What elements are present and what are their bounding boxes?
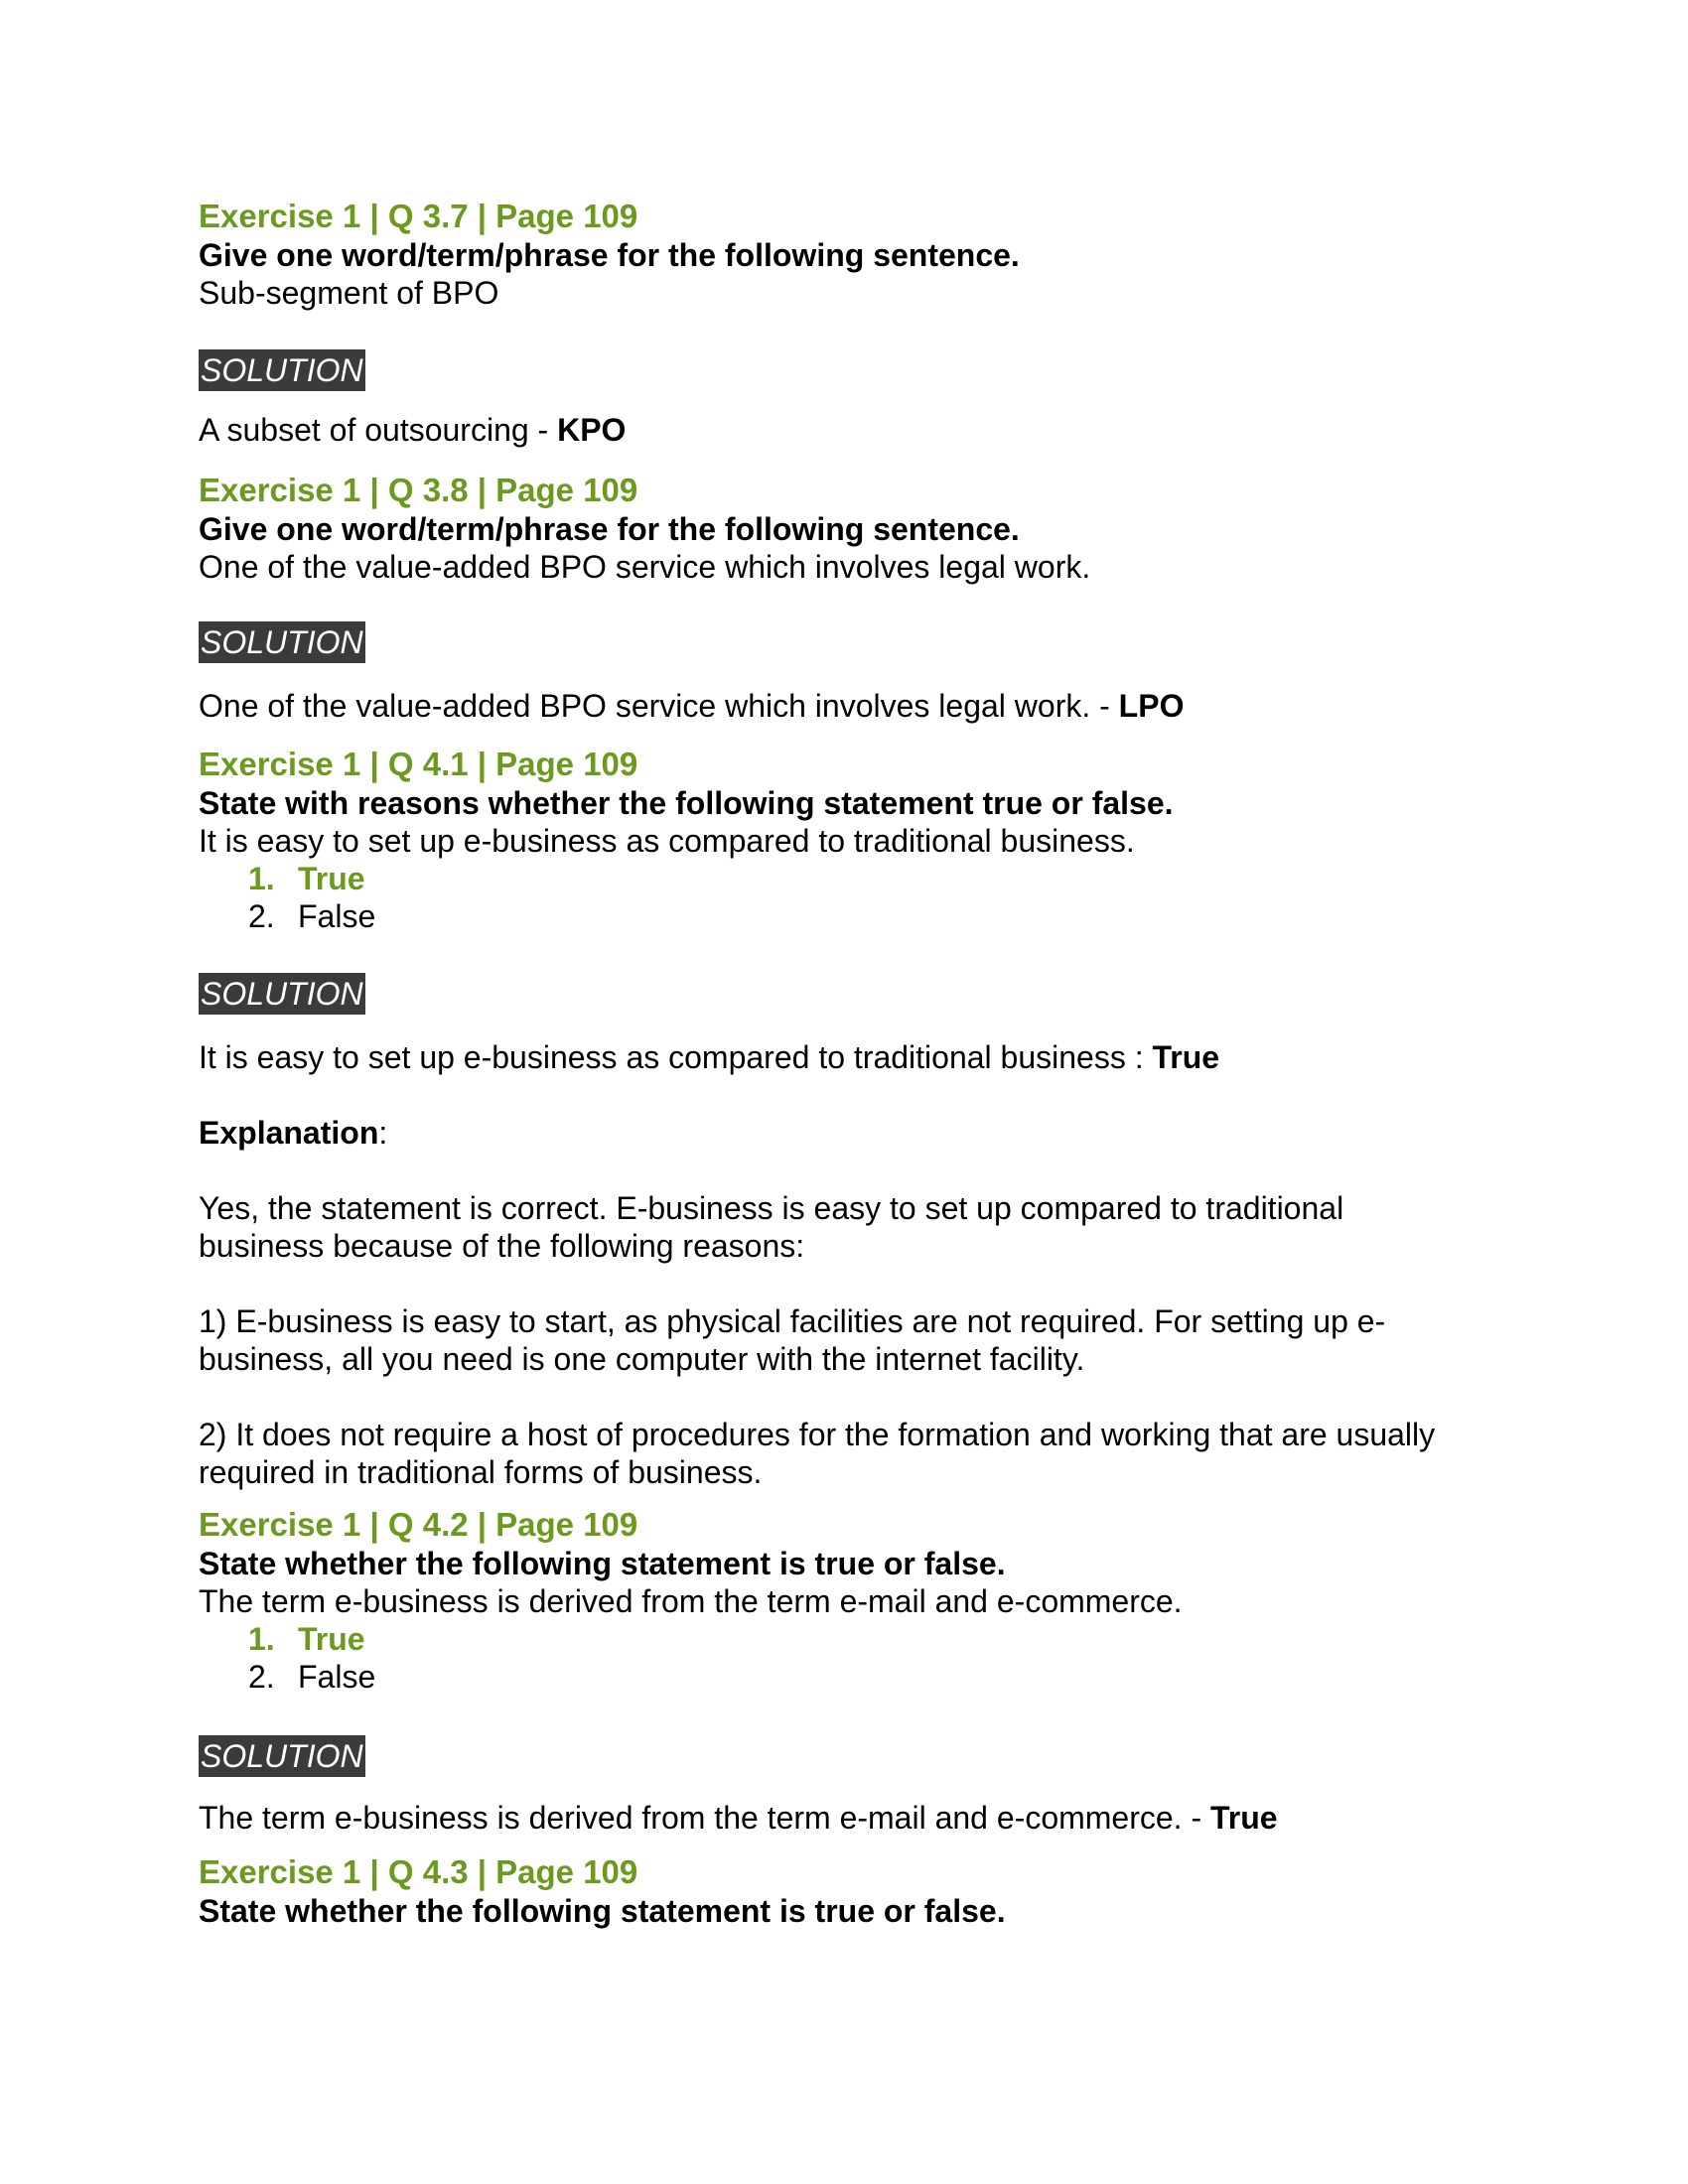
- answer-text: One of the value-added BPO service which involves legal work. -: [199, 688, 1119, 724]
- answer-bold: KPO: [557, 412, 627, 448]
- solution-4-1: [199, 973, 1509, 1015]
- answer-line: [199, 1799, 1509, 1837]
- solution-badge: SOLUTION: [199, 621, 365, 663]
- question-4-2: [199, 1505, 1509, 1696]
- exercise-heading: Exercise 1 | Q 4.2 | Page 109: [199, 1506, 638, 1543]
- answer-line: [199, 687, 1509, 725]
- solution-badge: SOLUTION: [199, 1735, 365, 1777]
- exercise-heading: Exercise 1 | Q 3.7 | Page 109: [199, 198, 638, 234]
- options-list: [199, 1620, 1509, 1696]
- option-false: 2. False: [248, 1659, 376, 1695]
- question-text: It is easy to set up e-business as compared to traditional business.: [199, 823, 1135, 859]
- explanation-reason-2: 2) It does not require a host of procedures for the formation and working that are usually required in traditional forms of business.: [199, 1417, 1436, 1490]
- exercise-heading: Exercise 1 | Q 4.3 | Page 109: [199, 1853, 638, 1890]
- explanation-label: Explanation: [199, 1115, 379, 1151]
- question-text: The term e-business is derived from the term e-mail and e-commerce.: [199, 1583, 1183, 1619]
- exercise-heading: Exercise 1 | Q 4.1 | Page 109: [199, 746, 638, 782]
- question-text: Sub-segment of BPO: [199, 275, 499, 311]
- answer-bold: LPO: [1118, 688, 1185, 724]
- answer-3-7: [199, 411, 1509, 449]
- question-instruction: Give one word/term/phrase for the following sentence.: [199, 237, 1020, 273]
- explanation-heading: Explanation:: [199, 1115, 388, 1151]
- question-3-7: [199, 197, 1509, 312]
- answer-text: It is easy to set up e-business as compared to traditional business :: [199, 1039, 1153, 1075]
- answer-3-8: [199, 687, 1509, 725]
- options-list: [199, 860, 1509, 935]
- solution-3-7: [199, 349, 1509, 391]
- answer-bold: True: [1210, 1800, 1278, 1836]
- question-instruction: State with reasons whether the following statement true or false.: [199, 785, 1174, 821]
- solution-4-2: [199, 1735, 1509, 1777]
- question-3-8: [199, 471, 1509, 586]
- question-instruction: State whether the following statement is true or false.: [199, 1893, 1006, 1929]
- solution-badge: SOLUTION: [199, 973, 365, 1015]
- question-4-3: [199, 1852, 1509, 1930]
- answer-4-1: [199, 1038, 1509, 1076]
- answer-4-2: [199, 1799, 1509, 1837]
- question-instruction: State whether the following statement is true or false.: [199, 1546, 1006, 1581]
- explanation-intro: Yes, the statement is correct. E-business is easy to set up compared to traditional business because of the following reasons:: [199, 1190, 1344, 1264]
- solution-badge: SOLUTION: [199, 349, 365, 391]
- answer-text: The term e-business is derived from the term e-mail and e-commerce. -: [199, 1800, 1210, 1836]
- option-true: 1. True: [248, 861, 365, 896]
- answer-line: [199, 1038, 1509, 1076]
- question-instruction: Give one word/term/phrase for the following sentence.: [199, 511, 1020, 547]
- exercise-heading: Exercise 1 | Q 3.8 | Page 109: [199, 472, 638, 508]
- answer-line: [199, 411, 1509, 449]
- option-true: 1. True: [248, 1621, 365, 1657]
- solution-3-8: [199, 621, 1509, 663]
- question-text: One of the value-added BPO service which involves legal work.: [199, 549, 1091, 585]
- explanation-reason-1: 1) E-business is easy to start, as physical facilities are not required. For setting up e-business, all you need is one computer with the internet facility.: [199, 1303, 1386, 1377]
- answer-bold: True: [1152, 1039, 1220, 1075]
- answer-text: A subset of outsourcing -: [199, 412, 558, 448]
- option-false: 2. False: [248, 898, 376, 934]
- question-4-1: [199, 745, 1509, 935]
